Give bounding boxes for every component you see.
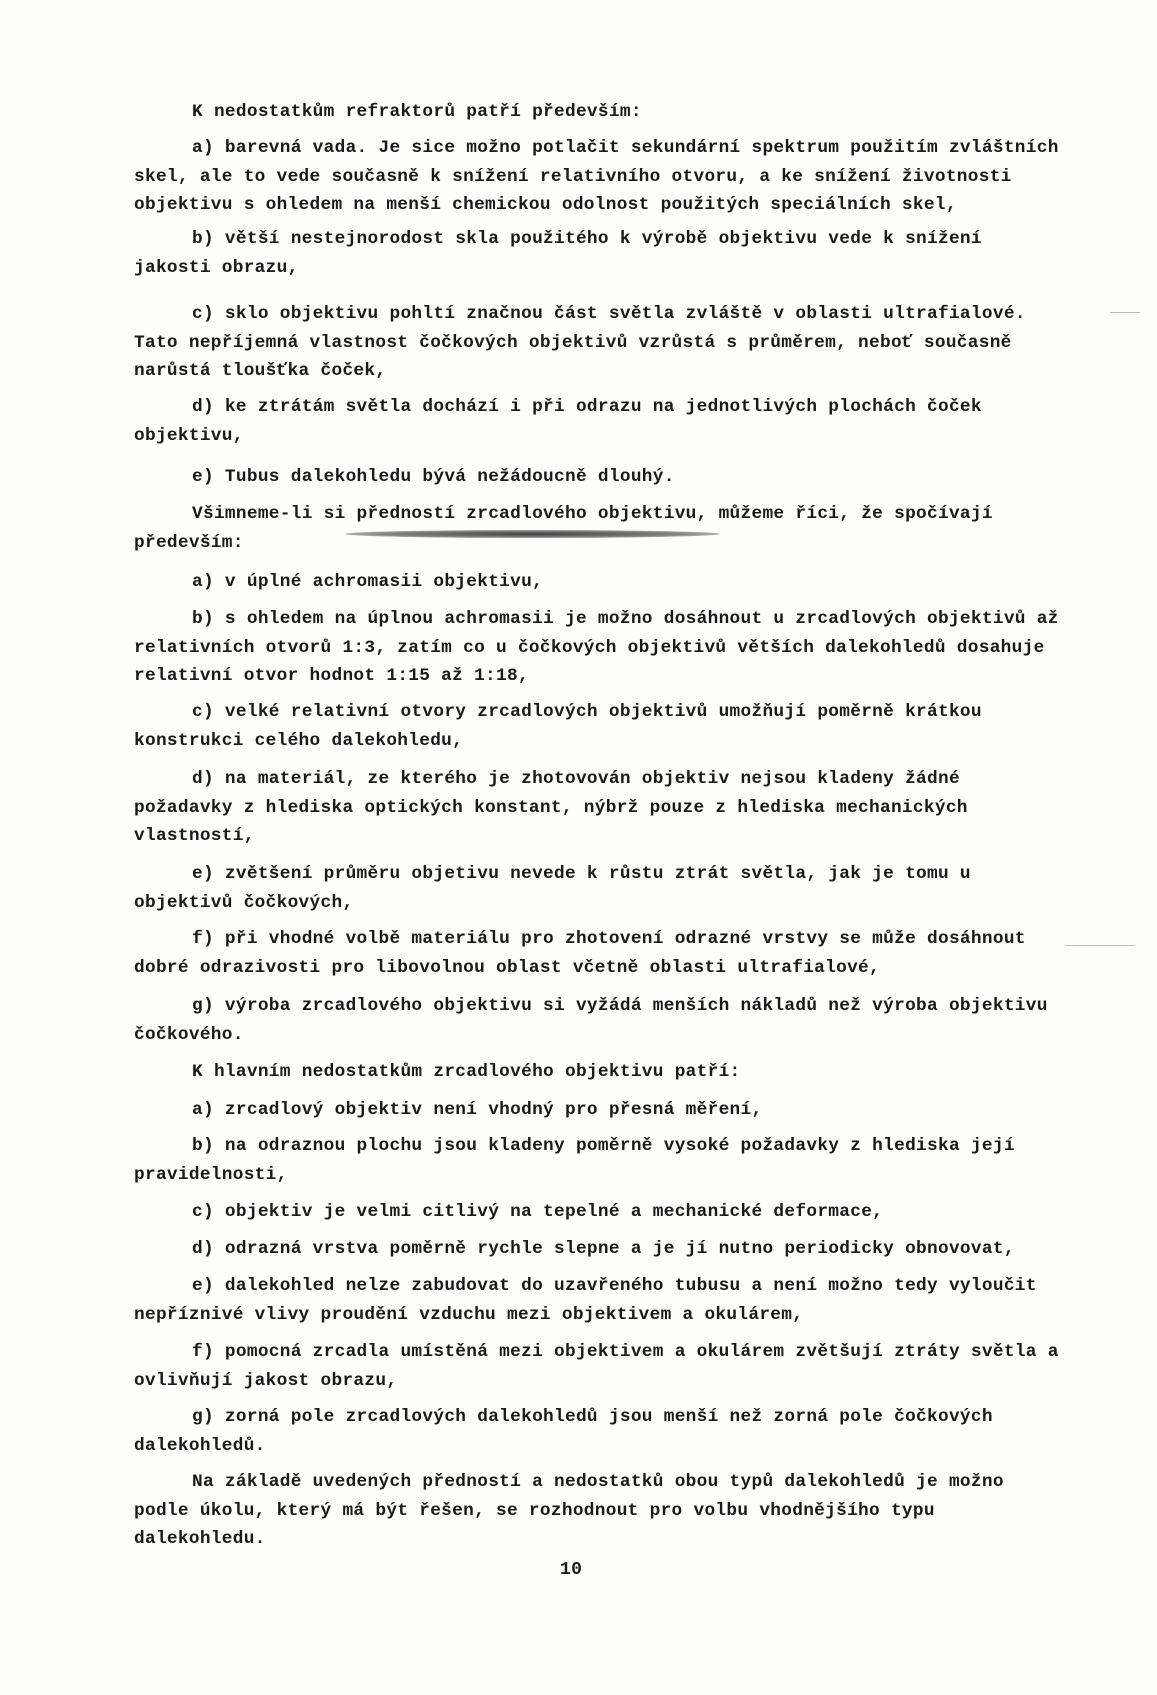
paragraph-advantage-f: f) při vhodné volbě materiálu pro zhotovení odrazné vrstvy se může dosáhnout dobré odrazivosti pro libovolnou oblast včetně oblasti ultrafialové, — [134, 929, 1037, 978]
paragraph-advantage-e: e) zvětšení průměru objetivu nevede k růstu ztrát světla, jak je tomu u objektivů čočkových, — [134, 864, 982, 913]
scan-mark — [1065, 945, 1135, 946]
paragraph-refractor-c: c) sklo objektivu pohltí značnou část světla zvláště v oblasti ultrafialové. Tato nepříjemná vlastnost čočkových objektivů vzrůstá s průměrem, neboť současně narůstá tloušťka čoček, — [134, 304, 1037, 381]
paragraph-refractor-d: d) ke ztrátám světla dochází i při odrazu na jednotlivých plochách čoček objektivu, — [134, 397, 993, 446]
paragraph-drawback-a: a) zrcadlový objektiv není vhodný pro přesná měření, — [192, 1100, 763, 1120]
paragraph-conclusion: Na základě uvedených předností a nedostatků obou typů dalekohledů je možno podle úkolu, který má být řešen, se rozhodnout pro volbu vhodnějšího typu dalekohledu. — [134, 1472, 1015, 1549]
paragraph-intro-mirror-drawbacks: K hlavním nedostatkům zrcadlového objektivu patří: — [192, 1062, 741, 1082]
paragraph-drawback-g: g) zorná pole zrcadlových dalekohledů jsou menší než zorná pole čočkových dalekohledů. — [134, 1407, 1004, 1456]
paragraph-advantage-a: a) v úplné achromasii objektivu, — [192, 572, 544, 592]
paragraph-drawback-b: b) na odraznou plochu jsou kladeny poměrně vysoké požadavky z hlediska její pravidelnosti, — [134, 1136, 1026, 1185]
ink-smudge-underline — [345, 530, 720, 538]
paragraph-advantage-c: c) velké relativní otvory zrcadlových objektivů umožňují poměrně krátkou konstrukci celého dalekohledu, — [134, 702, 993, 751]
paragraph-drawback-f: f) pomocná zrcadla umístěná mezi objektivem a okulárem zvětšují ztráty světla a ovlivňují jakost obrazu, — [134, 1342, 1070, 1391]
paragraph-drawback-d: d) odrazná vrstva poměrně rychle slepne a je jí nutno periodicky obnovovat, — [192, 1239, 1015, 1259]
paragraph-refractor-b: b) větší nestejnorodost skla použitého k výrobě objektivu vede k snížení jakosti obrazu, — [134, 229, 993, 278]
paragraph-advantage-g: g) výroba zrcadlového objektivu si vyžádá menších nákladů než výroba objektivu čočkového. — [134, 996, 1059, 1045]
page-number: 10 — [560, 1560, 583, 1580]
paragraph-refractor-a: a) barevná vada. Je sice možno potlačit sekundární spektrum použitím zvláštních skel, ale to vede současně k snížení relativního otvoru, a ke snížení životnosti objektivu s ohledem na menší chemickou odolnost použitých speciálních skel, — [134, 138, 1070, 215]
paragraph-refractor-e: e) Tubus dalekohledu bývá nežádoucně dlouhý. — [192, 467, 675, 487]
paragraph-intro-refractors: K nedostatkům refraktorů patří především: — [192, 102, 642, 122]
paragraph-advantage-b: b) s ohledem na úplnou achromasii je možno dosáhnout u zrcadlových objektivů až relativních otvorů 1:3, zatím co u čočkových objektivů větších dalekohledů dosahuje relativní otvor hodnot 1:15 až 1:18, — [134, 609, 1070, 686]
scan-mark — [1110, 312, 1140, 313]
paragraph-drawback-c: c) objektiv je velmi citlivý na tepelné a mechanické deformace, — [192, 1202, 884, 1222]
paragraph-drawback-e: e) dalekohled nelze zabudovat do uzavřeného tubusu a není možno tedy vyloučit nepříznivé vlivy proudění vzduchu mezi objektivem a okulárem, — [134, 1276, 1048, 1325]
paragraph-advantage-d: d) na materiál, ze kterého je zhotovován objektiv nejsou kladeny žádné požadavky z hlediska optických konstant, nýbrž pouze z hlediska mechanických vlastností, — [134, 769, 979, 846]
paragraph-intro-advantages: Všimneme-li si předností zrcadlového objektivu, můžeme říci, že spočívají především: — [134, 504, 1004, 553]
